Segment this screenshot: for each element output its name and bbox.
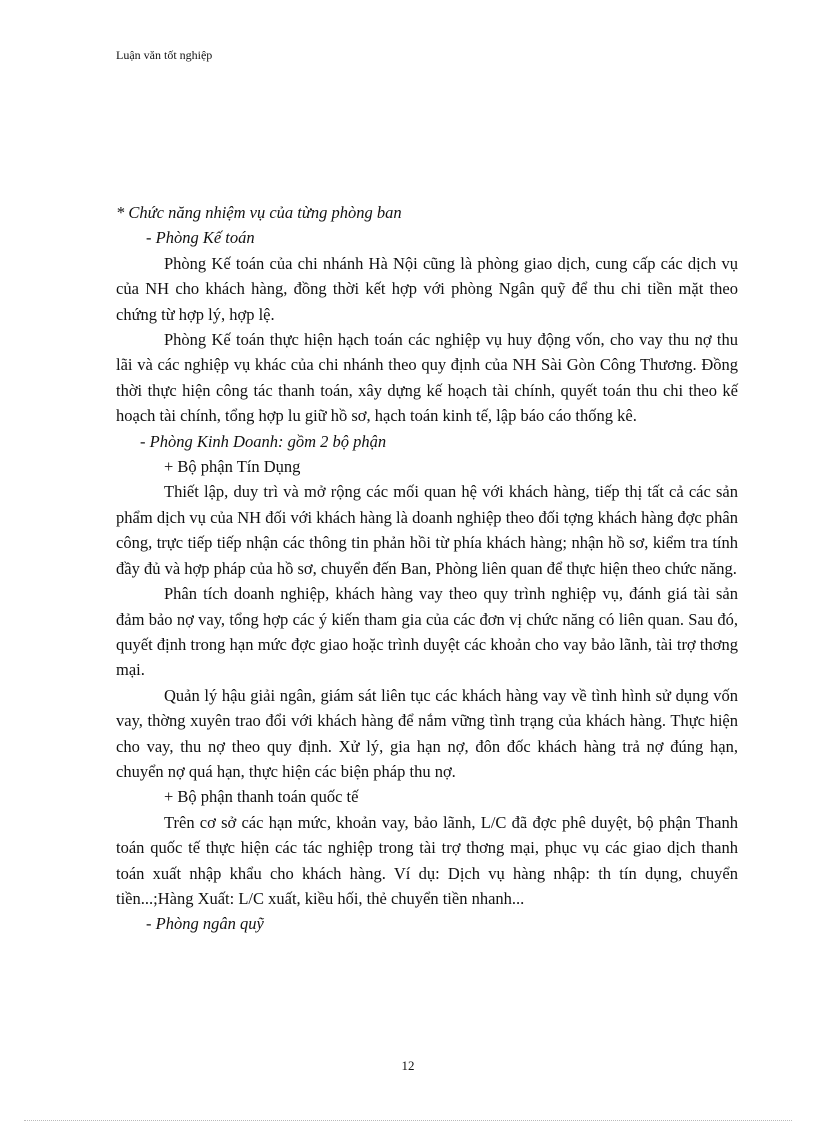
- section-heading: * Chức năng nhiệm vụ của từng phòng ban: [116, 203, 402, 222]
- page-body: [116, 200, 738, 937]
- bottom-divider: [24, 1120, 792, 1121]
- intl-heading: + Bộ phận thanh toán quốc tế: [164, 787, 359, 807]
- document-header: Luận văn tốt nghiệp: [116, 48, 213, 62]
- treasury-heading: - Phòng ngân quỹ: [146, 914, 264, 934]
- credit-paragraph-1: Thiết lập, duy trì và mở rộng các mối quan hệ với khách hàng, tiếp thị tất cả các sản phẩm dịch vụ của NH đối với khách hàng là doanh nghiệp theo đối tợng khách hàng đợc phân công, trực tiếp tiếp nhận các thông tin phản hồi từ phía khách hàng; nhận hồ sơ, kiểm tra tính đầy đủ và hợp pháp của hồ sơ, chuyển đến Ban, Phòng liên quan để thực hiện theo chức năng.: [116, 482, 738, 578]
- credit-paragraph-2: Phân tích doanh nghiệp, khách hàng vay theo quy trình nghiệp vụ, đánh giá tài sản đảm bảo nợ vay, tổng hợp các ý kiến tham gia của các đơn vị chức năng có liên quan. Sau đó, quyết định trong hạn mức đợc giao hoặc trình duyệt các khoản cho vay bảo lãnh, tài trợ thơng mại.: [116, 584, 738, 680]
- credit-paragraph-3: Quản lý hậu giải ngân, giám sát liên tục các khách hàng vay về tình hình sử dụng vốn vay, thờng xuyên trao đổi với khách hàng để nắm vững tình trạng của khách hàng. Thực hiện cho vay, thu nợ theo quy định. Xử lý, gia hạn nợ, đôn đốc khách hàng trả nợ đúng hạn, chuyển nợ quá hạn, thực hiện các biện pháp thu nợ.: [116, 685, 738, 781]
- accounting-paragraph-2: Phòng Kế toán thực hiện hạch toán các nghiệp vụ huy động vốn, cho vay thu nợ thu lãi và các nghiệp vụ khác của chi nhánh theo quy định của NH Sài Gòn Công Thương. Đồng thời thực hiện công tác thanh toán, xây dựng kế hoạch tài chính, quyết toán thu chi theo kế hoạch tài chính, tổng hợp lu giữ hồ sơ, hạch toán kinh tế, lập báo cáo thống kê.: [116, 330, 738, 426]
- page-number: 12: [401, 1058, 415, 1073]
- business-heading: - Phòng Kinh Doanh: gồm 2 bộ phận: [140, 431, 387, 451]
- intl-paragraph-1: Trên cơ sở các hạn mức, khoản vay, bảo lãnh, L/C đã đợc phê duyệt, bộ phận Thanh toán quốc tế thực hiện các tác nghiệp trong tài trợ thơng mại, phục vụ các giao dịch thanh toán xuất nhập khẩu cho khách hàng. Ví dụ: Dịch vụ hàng nhập: th tín dụng, chuyển tiền...;Hàng Xuất: L/C xuất, kiều hối, thẻ chuyển tiền nhanh...: [116, 812, 738, 908]
- credit-heading: + Bộ phận Tín Dụng: [164, 457, 301, 477]
- accounting-paragraph-1: Phòng Kế toán của chi nhánh Hà Nội cũng là phòng giao dịch, cung cấp các dịch vụ của NH cho khách hàng, đồng thời kết hợp với phòng Ngân quỹ để thu chi tiền mặt theo chứng từ hợp lý, hợp lệ.: [116, 253, 738, 324]
- accounting-heading: - Phòng Kế toán: [146, 228, 255, 248]
